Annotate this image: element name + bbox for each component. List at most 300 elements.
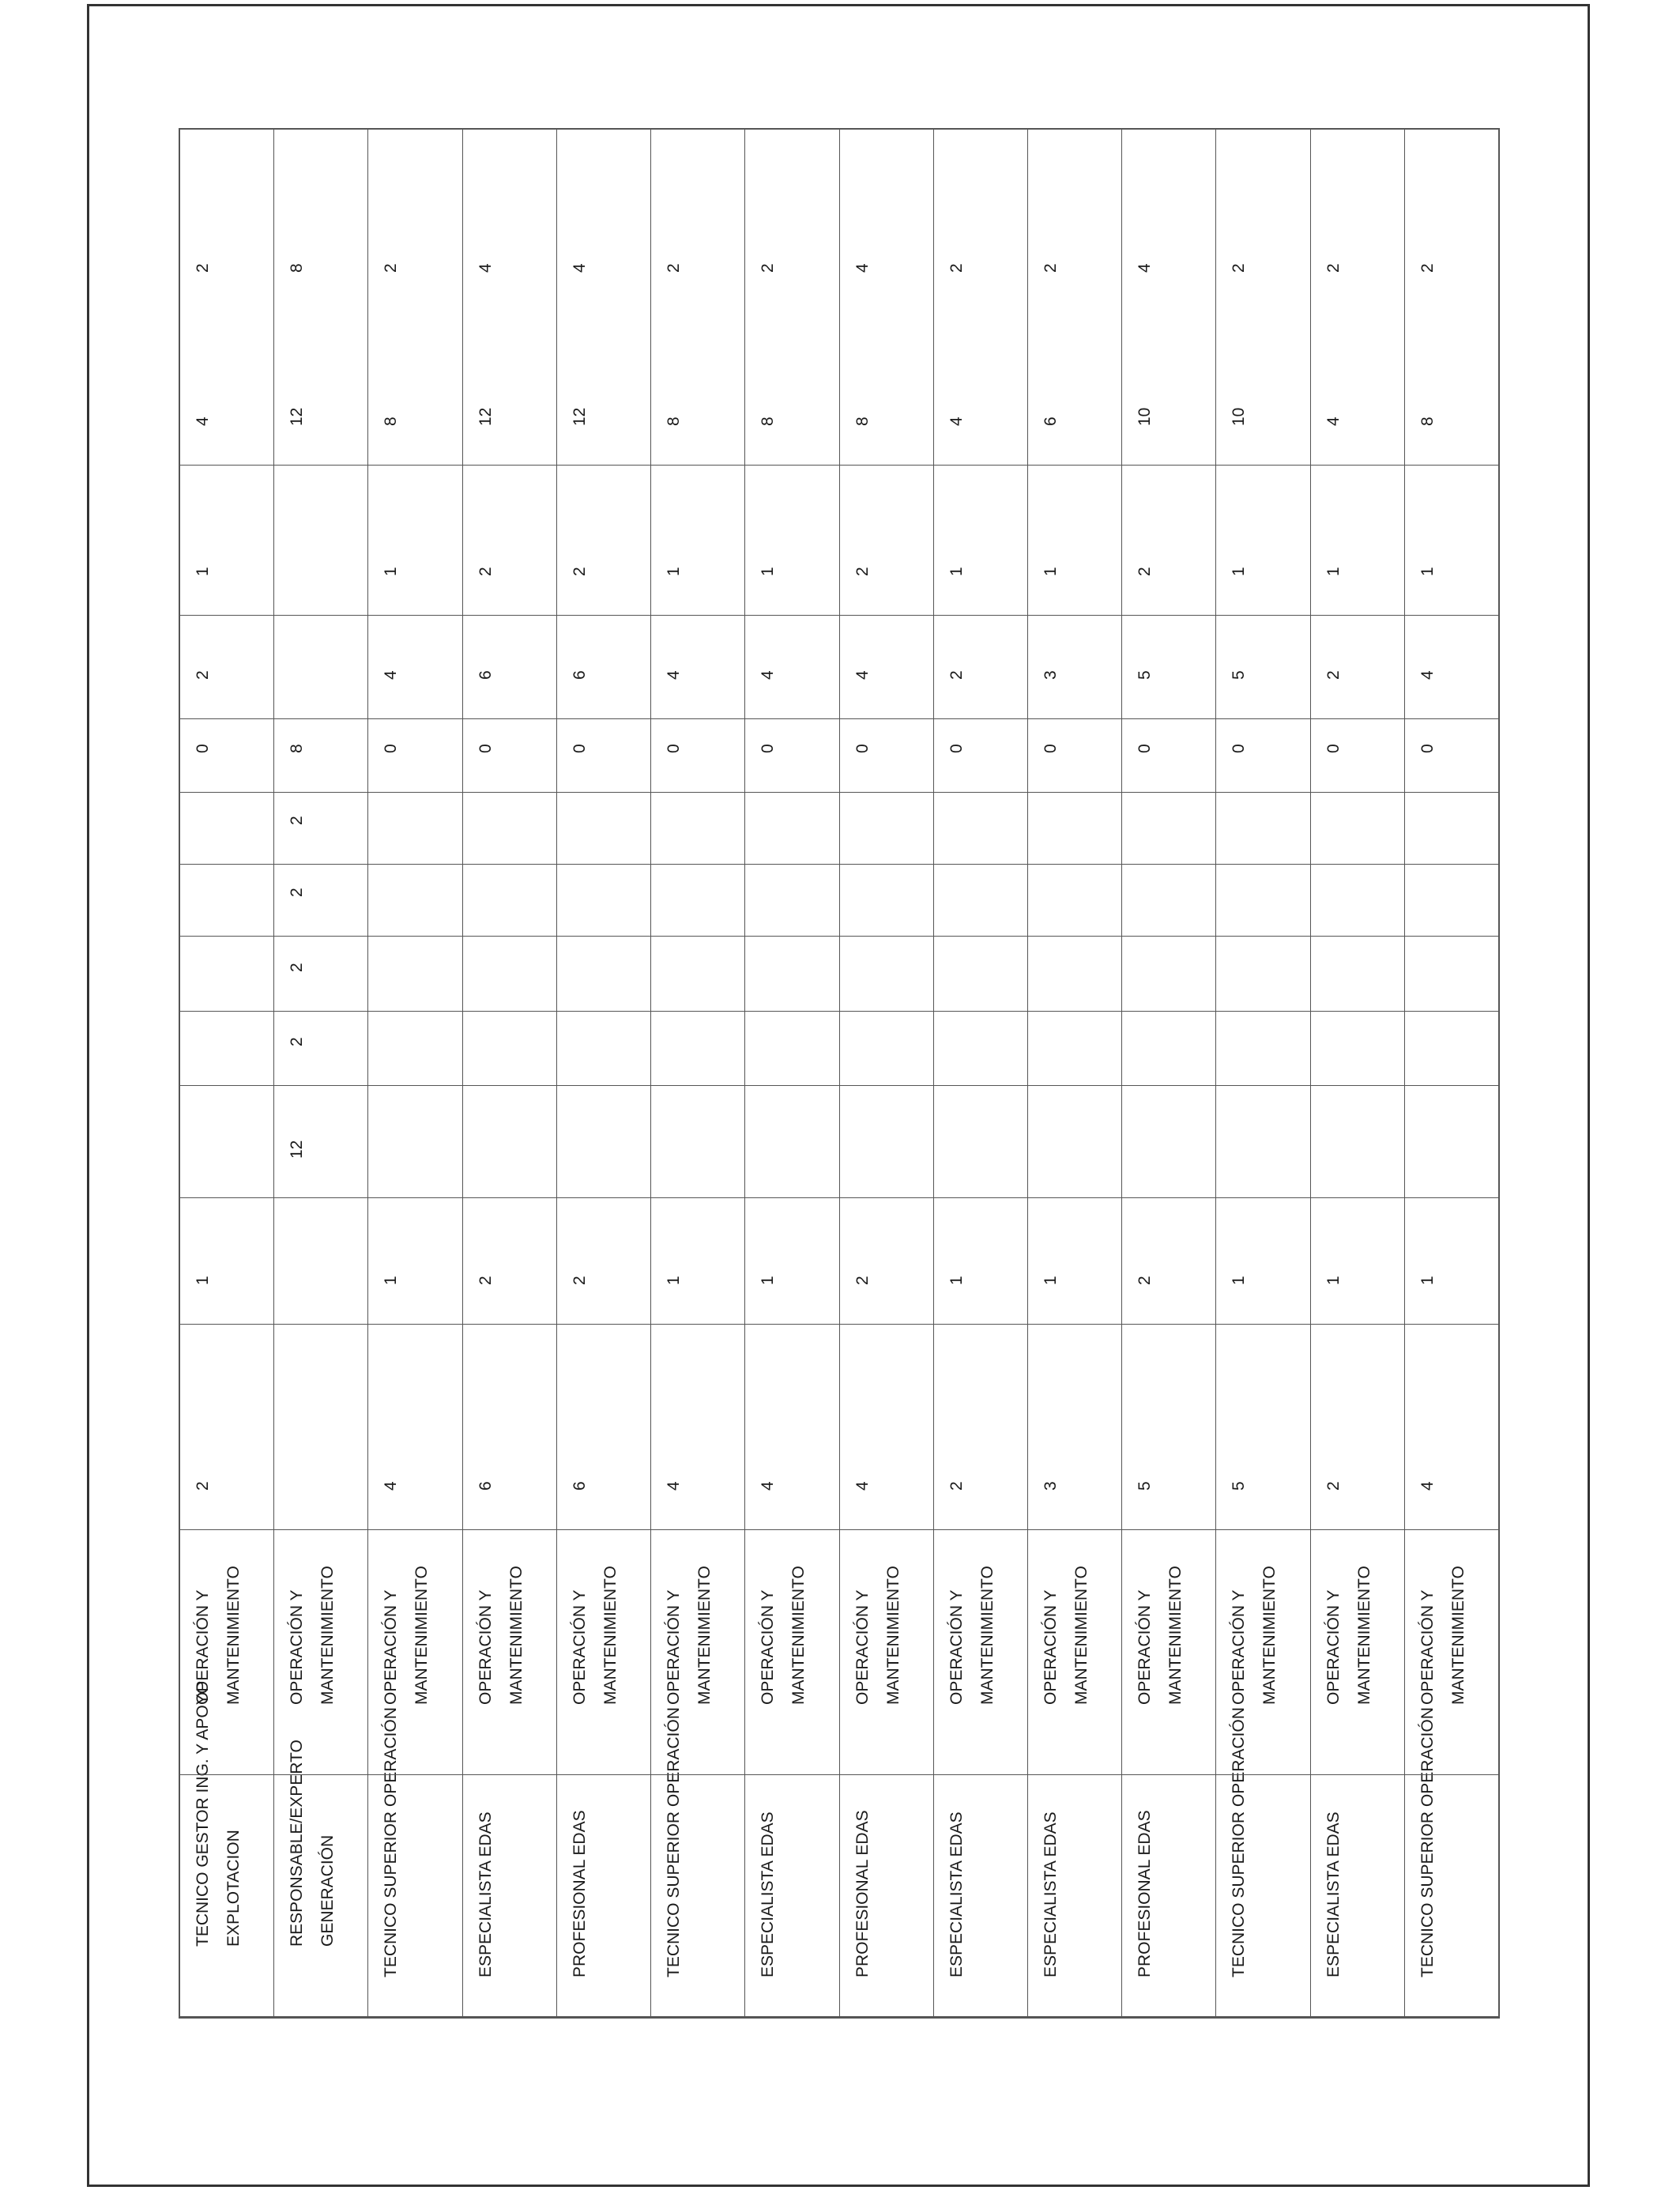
cell-value: 8 [665, 417, 684, 427]
job-title: TECNICO SUPERIOR OPERACIÓN [1418, 1707, 1437, 1978]
table-cell [840, 1325, 933, 1530]
table-cell [1311, 719, 1404, 793]
table-cell [557, 1530, 650, 1775]
table-cell [651, 1325, 744, 1530]
table-cell [1405, 1198, 1498, 1325]
cell-value: 5 [1230, 670, 1249, 680]
cell-value: 1 [665, 567, 684, 577]
table-cell [840, 793, 933, 865]
table-cell [180, 1530, 273, 1775]
table-cell [934, 793, 1027, 865]
table-cell [463, 1086, 556, 1198]
table-cell [745, 1775, 838, 2017]
cell-value: 8 [853, 417, 872, 427]
job-title: PROFESIONAL EDAS [853, 1810, 872, 1978]
cell-value: 2 [853, 567, 872, 577]
table-cell [1028, 616, 1121, 719]
cell-value: 0 [1418, 744, 1437, 754]
cell-value: 1 [194, 567, 212, 577]
table-cell [1122, 937, 1215, 1012]
table-cell [180, 1012, 273, 1086]
cell-value: 4 [1418, 1481, 1437, 1491]
table-cell [180, 1198, 273, 1325]
cell-value: 0 [382, 744, 401, 754]
cell-value: 4 [759, 1481, 778, 1491]
table-row [463, 130, 557, 2017]
cell-value: 5 [1136, 1481, 1155, 1491]
table-cell [840, 865, 933, 937]
table-cell [557, 865, 650, 937]
table-cell [557, 1086, 650, 1198]
table-cell [840, 311, 933, 466]
cell-value: 6 [476, 670, 495, 680]
table-cell [274, 937, 367, 1012]
table-cell [651, 1012, 744, 1086]
table-row [934, 130, 1028, 2017]
table-cell [1122, 1530, 1215, 1775]
table-cell [557, 793, 650, 865]
department: OPERACIÓN Y MANTENIMIENTO [1136, 1566, 1185, 1706]
job-title: TECNICO SUPERIOR OPERACIÓN [1230, 1707, 1249, 1978]
table-cell [1028, 466, 1121, 616]
department: OPERACIÓN Y MANTENIMIENTO [1324, 1566, 1373, 1706]
table-row [557, 130, 651, 2017]
cell-value: 2 [194, 670, 212, 680]
cell-value: 0 [1324, 744, 1343, 754]
table-cell [651, 937, 744, 1012]
cell-value: 2 [1324, 1481, 1343, 1491]
table-cell [1028, 311, 1121, 466]
cell-value: 8 [288, 263, 307, 273]
table-cell [651, 616, 744, 719]
table-cell [1311, 865, 1404, 937]
table-cell [274, 616, 367, 719]
table-cell [745, 1198, 838, 1325]
table-cell [1405, 793, 1498, 865]
department: OPERACIÓN Y MANTENIMIENTO [194, 1566, 243, 1706]
table-cell [1216, 126, 1309, 311]
table-cell [368, 1325, 461, 1530]
table-cell [1028, 1086, 1121, 1198]
table-cell [745, 1012, 838, 1086]
table-cell [1028, 126, 1121, 311]
cell-value: 3 [1041, 670, 1060, 680]
cell-value: 8 [759, 417, 778, 427]
table-cell [463, 937, 556, 1012]
cell-value: 2 [288, 816, 307, 826]
table-cell [1405, 1530, 1498, 1775]
cell-value: 4 [853, 1481, 872, 1491]
table-cell [1122, 719, 1215, 793]
table-cell [274, 1740, 367, 2017]
cell-value: 1 [1418, 1276, 1437, 1286]
table-cell [180, 126, 273, 311]
table-cell [557, 311, 650, 466]
table-cell [934, 1325, 1027, 1530]
table-cell [1122, 1086, 1215, 1198]
table-cell [1028, 1012, 1121, 1086]
table-cell [840, 937, 933, 1012]
table-cell [180, 937, 273, 1012]
department: OPERACIÓN Y MANTENIMIENTO [1041, 1566, 1090, 1706]
table-cell [934, 1086, 1027, 1198]
table-row [368, 130, 462, 2017]
table-cell [1405, 1012, 1498, 1086]
table-cell [1028, 937, 1121, 1012]
cell-value: 1 [382, 567, 401, 577]
table-row [745, 130, 839, 2017]
cell-value: 0 [570, 744, 589, 754]
cell-value: 12 [288, 407, 307, 427]
table-cell [368, 1086, 461, 1198]
table-cell [1405, 616, 1498, 719]
table-cell [274, 719, 367, 793]
table-cell [368, 1012, 461, 1086]
table-cell [934, 1530, 1027, 1775]
table-cell [274, 1198, 367, 1325]
table-row [1122, 130, 1216, 2017]
table-cell [368, 1530, 461, 1775]
table-cell [651, 1707, 744, 2017]
table-cell [368, 311, 461, 466]
table-row [1311, 130, 1405, 2017]
cell-value: 2 [947, 1481, 966, 1491]
table-cell [274, 865, 367, 937]
table-cell [745, 1086, 838, 1198]
cell-value: 1 [947, 1276, 966, 1286]
cell-value: 2 [194, 263, 212, 273]
table-cell [1216, 1530, 1309, 1775]
cell-value: 2 [665, 263, 684, 273]
department: OPERACIÓN Y MANTENIMIENTO [947, 1566, 996, 1706]
table-cell [1405, 937, 1498, 1012]
table-cell [557, 1325, 650, 1530]
table-cell [651, 1530, 744, 1775]
cell-value: 4 [570, 263, 589, 273]
cell-value: 2 [288, 1037, 307, 1047]
table-cell [1216, 1086, 1309, 1198]
table-cell [368, 1198, 461, 1325]
table-cell [368, 616, 461, 719]
job-title: TECNICO SUPERIOR OPERACIÓN [382, 1707, 401, 1978]
table-cell [463, 865, 556, 937]
table-cell [274, 311, 367, 466]
table-cell [651, 793, 744, 865]
table-cell [557, 1012, 650, 1086]
cell-value: 2 [1136, 1276, 1155, 1286]
department: OPERACIÓN Y MANTENIMIENTO [476, 1566, 525, 1706]
cell-value: 4 [382, 670, 401, 680]
cell-value: 0 [759, 744, 778, 754]
table-cell [1122, 311, 1215, 466]
table-cell [1311, 126, 1404, 311]
table-cell [1028, 1198, 1121, 1325]
job-title: PROFESIONAL EDAS [570, 1810, 589, 1978]
table-cell [934, 466, 1027, 616]
table-cell [1311, 937, 1404, 1012]
table-cell [463, 616, 556, 719]
cell-value: 2 [947, 670, 966, 680]
table-row [1405, 130, 1498, 2017]
table-cell [1122, 466, 1215, 616]
cell-value: 4 [853, 263, 872, 273]
table-cell [1405, 1325, 1498, 1530]
rotated-staff-table [179, 128, 1500, 2019]
cell-value: 2 [1324, 670, 1343, 680]
table-cell [463, 1198, 556, 1325]
table-cell [463, 1012, 556, 1086]
cell-value: 4 [1324, 417, 1343, 427]
table-cell [934, 311, 1027, 466]
job-title: TECNICO GESTOR ING. Y APOYO EXPLOTACION [194, 1681, 243, 1947]
table-cell [745, 1325, 838, 1530]
cell-value: 1 [1041, 567, 1060, 577]
table-cell [1028, 719, 1121, 793]
job-title: TECNICO SUPERIOR OPERACIÓN [665, 1707, 684, 1978]
table-cell [1216, 1325, 1309, 1530]
table-cell [840, 1530, 933, 1775]
table-row [274, 130, 368, 2017]
table-cell [651, 719, 744, 793]
table-cell [368, 865, 461, 937]
cell-value: 2 [1136, 567, 1155, 577]
table-cell [840, 1198, 933, 1325]
cell-value: 4 [665, 670, 684, 680]
cell-value: 1 [947, 567, 966, 577]
cell-value: 1 [759, 1276, 778, 1286]
department: OPERACIÓN Y MANTENIMIENTO [288, 1566, 337, 1706]
table-cell [840, 1775, 933, 2017]
cell-value: 12 [570, 407, 589, 427]
table-cell [1216, 719, 1309, 793]
cell-value: 2 [1324, 263, 1343, 273]
table-cell [557, 719, 650, 793]
table-cell [1122, 865, 1215, 937]
table-cell [1216, 1707, 1309, 2017]
cell-value: 1 [382, 1276, 401, 1286]
department: OPERACIÓN Y MANTENIMIENTO [853, 1566, 902, 1706]
cell-value: 6 [570, 1481, 589, 1491]
table-cell [463, 793, 556, 865]
table-cell [1311, 616, 1404, 719]
table-cell [274, 793, 367, 865]
table-cell [1122, 1012, 1215, 1086]
table-cell [1028, 865, 1121, 937]
table-cell [651, 1198, 744, 1325]
table-cell [840, 719, 933, 793]
table-cell [274, 1012, 367, 1086]
table-cell [557, 616, 650, 719]
table-cell [745, 466, 838, 616]
table-row [840, 130, 934, 2017]
table-cell [651, 311, 744, 466]
table-cell [651, 126, 744, 311]
table-cell [557, 1198, 650, 1325]
table-row [1028, 130, 1122, 2017]
table-cell [1122, 616, 1215, 719]
cell-value: 5 [1230, 1481, 1249, 1491]
cell-value: 4 [665, 1481, 684, 1491]
table-cell [180, 1681, 273, 2017]
table-cell [1405, 1086, 1498, 1198]
table-cell [745, 1530, 838, 1775]
cell-value: 4 [1136, 263, 1155, 273]
table-cell [180, 719, 273, 793]
table-cell [1122, 793, 1215, 865]
table-cell [274, 1086, 367, 1198]
table-cell [463, 1775, 556, 2017]
cell-value: 4 [947, 417, 966, 427]
table-cell [463, 1325, 556, 1530]
table-row [1216, 130, 1310, 2017]
table-cell [274, 126, 367, 311]
table-cell [1028, 793, 1121, 865]
table-cell [368, 793, 461, 865]
table-cell [840, 616, 933, 719]
table-cell [463, 311, 556, 466]
cell-value: 4 [194, 417, 212, 427]
table-cell [1216, 937, 1309, 1012]
table-cell [840, 1012, 933, 1086]
cell-value: 2 [382, 263, 401, 273]
table-cell [180, 793, 273, 865]
cell-value: 1 [1324, 1276, 1343, 1286]
cell-value: 8 [288, 744, 307, 754]
department: OPERACIÓN Y MANTENIMIENTO [1230, 1566, 1279, 1706]
table-cell [368, 719, 461, 793]
table-cell [1405, 311, 1498, 466]
table-cell [1311, 466, 1404, 616]
table-cell [1405, 719, 1498, 793]
cell-value: 12 [288, 1140, 307, 1159]
table-cell [1216, 865, 1309, 937]
table-cell [557, 1775, 650, 2017]
table-cell [1311, 1775, 1404, 2017]
table-cell [368, 1707, 461, 2017]
table-cell [745, 311, 838, 466]
cell-value: 2 [288, 888, 307, 898]
cell-value: 1 [1418, 567, 1437, 577]
table-cell [1311, 1530, 1404, 1775]
table-cell [1311, 1325, 1404, 1530]
cell-value: 2 [194, 1481, 212, 1491]
cell-value: 8 [1418, 417, 1437, 427]
table-cell [840, 466, 933, 616]
table-cell [934, 1775, 1027, 2017]
table-cell [557, 126, 650, 311]
table-cell [651, 1086, 744, 1198]
cell-value: 10 [1230, 407, 1249, 427]
table-cell [1216, 1198, 1309, 1325]
table-cell [745, 937, 838, 1012]
cell-value: 1 [1041, 1276, 1060, 1286]
table-cell [180, 466, 273, 616]
cell-value: 0 [853, 744, 872, 754]
cell-value: 2 [476, 1276, 495, 1286]
cell-value: 1 [1230, 567, 1249, 577]
table-cell [1122, 1775, 1215, 2017]
table-cell [651, 466, 744, 616]
table-row [180, 130, 274, 2017]
table-cell [274, 466, 367, 616]
cell-value: 4 [1418, 670, 1437, 680]
table-cell [1216, 616, 1309, 719]
table-cell [368, 126, 461, 311]
job-title: PROFESIONAL EDAS [1136, 1810, 1155, 1978]
table-cell [840, 1086, 933, 1198]
job-title: ESPECIALISTA EDAS [759, 1811, 778, 1978]
table-cell [1216, 311, 1309, 466]
cell-value: 4 [382, 1481, 401, 1491]
job-title: ESPECIALISTA EDAS [947, 1811, 966, 1978]
table-cell [934, 616, 1027, 719]
cell-value: 2 [1230, 263, 1249, 273]
table-cell [745, 793, 838, 865]
table-cell [180, 865, 273, 937]
cell-value: 0 [1041, 744, 1060, 754]
cell-value: 12 [476, 407, 495, 427]
cell-value: 6 [476, 1481, 495, 1491]
cell-value: 2 [1041, 263, 1060, 273]
department: OPERACIÓN Y MANTENIMIENTO [1418, 1566, 1467, 1706]
cell-value: 2 [476, 567, 495, 577]
department: OPERACIÓN Y MANTENIMIENTO [665, 1566, 714, 1706]
cell-value: 1 [1324, 567, 1343, 577]
table-cell [1405, 466, 1498, 616]
table-cell [1122, 126, 1215, 311]
table-cell [934, 719, 1027, 793]
cell-value: 5 [1136, 670, 1155, 680]
table-row [651, 130, 745, 2017]
table-cell [180, 1086, 273, 1198]
table-cell [934, 937, 1027, 1012]
cell-value: 8 [382, 417, 401, 427]
department: OPERACIÓN Y MANTENIMIENTO [759, 1566, 808, 1706]
cell-value: 1 [759, 567, 778, 577]
table-cell [1028, 1325, 1121, 1530]
cell-value: 2 [947, 263, 966, 273]
cell-value: 2 [570, 1276, 589, 1286]
cell-value: 2 [1418, 263, 1437, 273]
table-cell [651, 865, 744, 937]
cell-value: 2 [288, 963, 307, 973]
table-cell [463, 466, 556, 616]
cell-value: 4 [853, 670, 872, 680]
table-cell [934, 865, 1027, 937]
table-cell [557, 466, 650, 616]
table-cell [934, 126, 1027, 311]
table-cell [1122, 1325, 1215, 1530]
table-cell [1405, 126, 1498, 311]
table-cell [274, 1325, 367, 1530]
cell-value: 0 [947, 744, 966, 754]
table-cell [180, 311, 273, 466]
department: OPERACIÓN Y MANTENIMIENTO [570, 1566, 620, 1706]
table-cell [745, 865, 838, 937]
cell-value: 1 [665, 1276, 684, 1286]
cell-value: 0 [665, 744, 684, 754]
table-cell [934, 1012, 1027, 1086]
cell-value: 3 [1041, 1481, 1060, 1491]
cell-value: 4 [759, 670, 778, 680]
table-cell [274, 1530, 367, 1775]
table-cell [745, 126, 838, 311]
cell-value: 10 [1136, 407, 1155, 427]
table-cell [840, 126, 933, 311]
cell-value: 1 [1230, 1276, 1249, 1286]
table-cell [368, 466, 461, 616]
cell-value: 2 [570, 567, 589, 577]
